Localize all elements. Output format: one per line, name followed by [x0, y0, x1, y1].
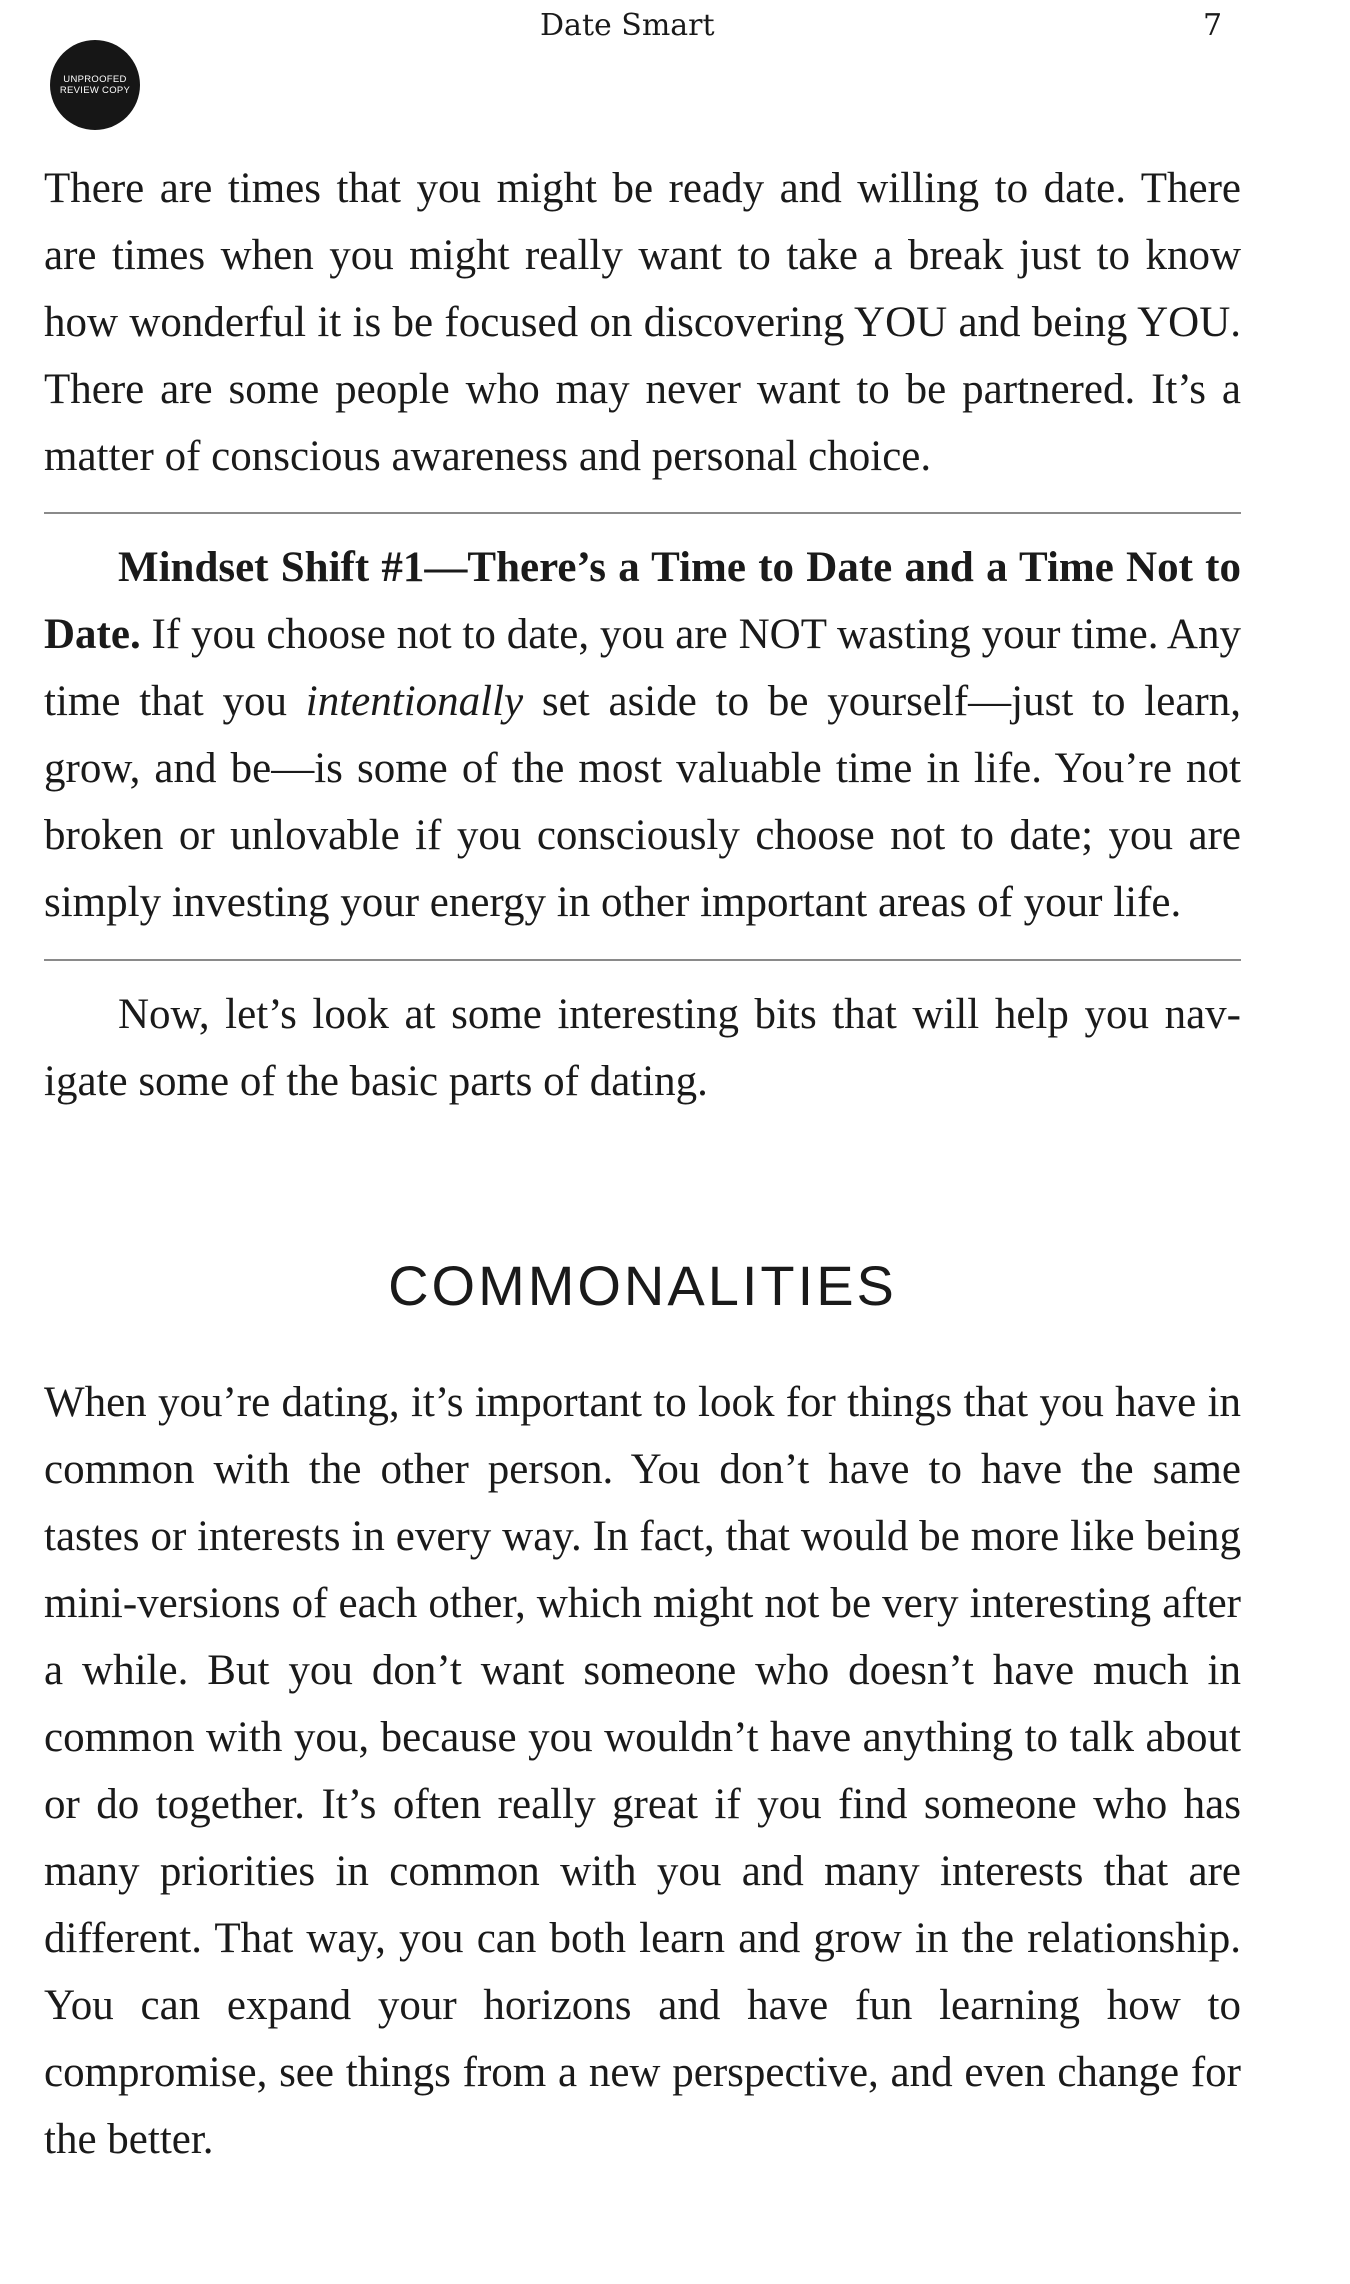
page-content [44, 155, 1241, 2173]
running-title: Date Smart [540, 8, 715, 43]
mindset-shift-text-a: If you choose not to date, you are NOT wasting your time. Any time that you [44, 611, 1241, 725]
body-paragraph-3: Now, let’s look at some interesting bits that will help you navigate some of the basic parts of dating. [44, 991, 1241, 1105]
section-heading: COMMONALITIES [388, 1254, 897, 1317]
mindset-shift-text-b: set aside to be yourself—just to learn, grow, and be—is some of the most valuable time in life. You’re not broken or unlovable if you consciously choose not to date; you are simply investing your energy in other important areas of your life. [44, 678, 1241, 926]
mindset-shift-emphasis: intentionally [305, 678, 524, 725]
section-body-paragraph: When you’re dating, it’s important to look for things that you have in common with the other person. You don’t have to have the same tastes or interests in every way. In fact, that would be more like being mini-versions of each other, which might not be very interesting after a while. But you don’t want someone who doesn’t have much in common with you, because you wouldn’t have anything to talk about or do together. It’s often really great if you find someone who has many priorities in common with you and many interests that are different. That way, you can both learn and grow in the relationship. You can expand your horizons and have fun learning how to compromise, see things from a new perspective, and even change for the better. [44, 1379, 1241, 2163]
section-divider-bottom [44, 959, 1241, 961]
unproofed-review-copy-badge [50, 40, 140, 130]
running-header [0, 6, 1350, 46]
body-paragraph-1: There are times that you might be ready and willing to date. There are times when you might really want to take a break just to know how wonderful it is be focused on discovering YOU and being YOU. There are some people who may never want to be partnered. It’s a matter of conscious awareness and personal choice. [44, 165, 1241, 480]
badge-line-2: REVIEW COPY [59, 85, 131, 96]
page-number: 7 [1203, 8, 1223, 43]
mindset-shift-paragraph [44, 534, 1241, 936]
section-divider-top [44, 512, 1241, 514]
mindset-shift-title: Mindset Shift #1—There’s a Time to Date and a Time Not to Date. [44, 544, 1241, 658]
badge-line-1: UNPROOFED [63, 74, 127, 85]
